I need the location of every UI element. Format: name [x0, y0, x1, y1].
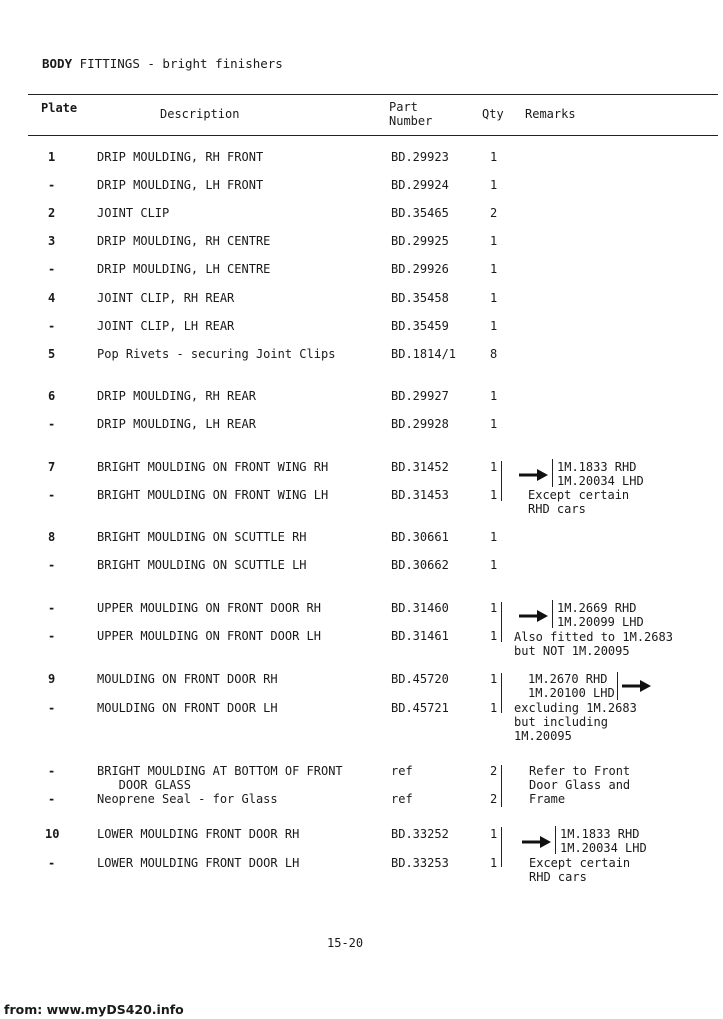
part-number: BD.45721	[391, 701, 449, 715]
quantity: 1	[490, 234, 498, 248]
remark-line: 1M.2669 RHD	[557, 601, 637, 615]
part-description: BRIGHT MOULDING ON FRONT WING LH	[97, 488, 329, 502]
plate-number: -	[48, 764, 56, 778]
header-remarks: Remarks	[525, 107, 576, 121]
remark-line: 1M.2670 RHD	[528, 672, 608, 686]
header-qty: Qty	[482, 107, 504, 121]
plate-number: -	[48, 629, 56, 643]
page-title	[42, 57, 283, 71]
quantity: 1	[490, 629, 498, 643]
right-arrow-icon	[622, 680, 652, 692]
quantity: 1	[490, 178, 498, 192]
quantity: 1	[490, 389, 498, 403]
header-part-line2: Number	[389, 114, 433, 128]
plate-number: -	[48, 178, 56, 192]
quantity: 1	[490, 856, 498, 870]
part-description-cont: DOOR GLASS	[97, 778, 191, 792]
source-footer: from: www.myDS420.info	[4, 1002, 184, 1017]
bracket-bar	[501, 602, 502, 642]
bracket-bar	[501, 673, 502, 713]
plate-number: -	[48, 488, 56, 502]
part-number: BD.29923	[391, 150, 449, 164]
part-description: DRIP MOULDING, RH REAR	[97, 389, 256, 403]
plate-number: 6	[48, 389, 56, 403]
plate-number: -	[48, 701, 56, 715]
plate-number: -	[48, 601, 56, 615]
part-number: BD.29924	[391, 178, 449, 192]
page-number: 15-20	[327, 936, 364, 950]
part-description: JOINT CLIP	[97, 206, 170, 220]
quantity: 1	[490, 291, 498, 305]
part-description: MOULDING ON FRONT DOOR RH	[97, 672, 278, 686]
bracket-bar	[555, 826, 556, 854]
remark-line: Refer to Front	[529, 764, 631, 778]
plate-number: -	[48, 319, 56, 333]
title-prefix: BODY	[42, 56, 73, 71]
header-top-rule	[28, 94, 718, 95]
remark-line: Except certain	[528, 488, 630, 502]
part-description: BRIGHT MOULDING AT BOTTOM OF FRONT	[97, 764, 343, 778]
part-number: BD.29928	[391, 417, 449, 431]
remark-line: Also fitted to 1M.2683	[514, 630, 673, 644]
part-number: ref	[391, 792, 413, 806]
remark-line: 1M.20099 LHD	[557, 615, 644, 629]
quantity: 1	[490, 530, 498, 544]
part-description: BRIGHT MOULDING ON SCUTTLE RH	[97, 530, 307, 544]
bracket-bar	[552, 600, 553, 628]
part-description: JOINT CLIP, RH REAR	[97, 291, 235, 305]
part-number: BD.35458	[391, 291, 449, 305]
quantity: 2	[490, 792, 498, 806]
part-number: BD.35459	[391, 319, 449, 333]
remark-line: 1M.20095	[514, 729, 572, 743]
part-number: BD.29926	[391, 262, 449, 276]
quantity: 1	[490, 319, 498, 333]
plate-number: 9	[48, 672, 56, 686]
quantity: 1	[490, 150, 498, 164]
title-rest: FITTINGS - bright finishers	[72, 56, 283, 71]
part-description: BRIGHT MOULDING ON SCUTTLE LH	[97, 558, 307, 572]
part-description: LOWER MOULDING FRONT DOOR RH	[97, 827, 300, 841]
right-arrow-icon	[519, 469, 549, 481]
part-description: DRIP MOULDING, RH CENTRE	[97, 234, 271, 248]
plate-number: -	[48, 792, 56, 806]
header-description: Description	[160, 107, 240, 121]
remark-line: 1M.20034 LHD	[560, 841, 647, 855]
remark-line: RHD cars	[529, 870, 587, 884]
bracket-bar	[617, 672, 618, 700]
part-description: MOULDING ON FRONT DOOR LH	[97, 701, 278, 715]
remark-line: 1M.1833 RHD	[560, 827, 640, 841]
plate-number: -	[48, 262, 56, 276]
plate-number: 7	[48, 460, 56, 474]
part-number: BD.33252	[391, 827, 449, 841]
part-description: DRIP MOULDING, LH CENTRE	[97, 262, 271, 276]
part-number: BD.33253	[391, 856, 449, 870]
part-description: DRIP MOULDING, RH FRONT	[97, 150, 264, 164]
part-number: BD.31461	[391, 629, 449, 643]
remark-line: but NOT 1M.20095	[514, 644, 630, 658]
part-description: Neoprene Seal - for Glass	[97, 792, 278, 806]
remark-line: RHD cars	[528, 502, 586, 516]
part-number: BD.31460	[391, 601, 449, 615]
quantity: 1	[490, 701, 498, 715]
bracket-bar	[552, 459, 553, 487]
right-arrow-icon	[522, 836, 552, 848]
plate-number: -	[48, 417, 56, 431]
part-description: UPPER MOULDING ON FRONT DOOR LH	[97, 629, 321, 643]
plate-number: -	[48, 558, 56, 572]
remark-line: Door Glass and	[529, 778, 631, 792]
remark-line: but including	[514, 715, 608, 729]
quantity: 2	[490, 206, 498, 220]
remark-line: 1M.1833 RHD	[557, 460, 637, 474]
plate-number: 3	[48, 234, 56, 248]
part-number: BD.30662	[391, 558, 449, 572]
remark-line: Except certain	[529, 856, 631, 870]
part-number: BD.1814/1	[391, 347, 457, 361]
part-description: LOWER MOULDING FRONT DOOR LH	[97, 856, 300, 870]
quantity: 1	[490, 460, 498, 474]
part-description: DRIP MOULDING, LH REAR	[97, 417, 256, 431]
part-number: ref	[391, 764, 413, 778]
right-arrow-icon	[519, 610, 549, 622]
part-description: UPPER MOULDING ON FRONT DOOR RH	[97, 601, 321, 615]
header-bottom-rule	[28, 135, 718, 136]
remark-line: Frame	[529, 792, 566, 806]
plate-number: 4	[48, 291, 56, 305]
header-part-line1: Part	[389, 100, 418, 114]
quantity: 1	[490, 262, 498, 276]
part-description: Pop Rivets - securing Joint Clips	[97, 347, 336, 361]
quantity: 1	[490, 601, 498, 615]
remark-line: 1M.20034 LHD	[557, 474, 644, 488]
bracket-bar	[501, 765, 502, 807]
quantity: 1	[490, 827, 498, 841]
remark-line: excluding 1M.2683	[514, 701, 637, 715]
quantity: 1	[490, 417, 498, 431]
quantity: 8	[490, 347, 498, 361]
remark-line: 1M.20100 LHD	[528, 686, 615, 700]
bracket-bar	[501, 827, 502, 867]
part-number: BD.31453	[391, 488, 449, 502]
quantity: 2	[490, 764, 498, 778]
part-number: BD.31452	[391, 460, 449, 474]
plate-number: 5	[48, 347, 56, 361]
header-plate: Plate	[41, 101, 78, 115]
part-number: BD.29925	[391, 234, 449, 248]
quantity: 1	[490, 672, 498, 686]
plate-number: 1	[48, 150, 56, 164]
plate-number: -	[48, 856, 56, 870]
quantity: 1	[490, 488, 498, 502]
part-description: JOINT CLIP, LH REAR	[97, 319, 235, 333]
part-description: BRIGHT MOULDING ON FRONT WING RH	[97, 460, 329, 474]
plate-number: 8	[48, 530, 56, 544]
part-number: BD.30661	[391, 530, 449, 544]
quantity: 1	[490, 558, 498, 572]
plate-number: 10	[45, 827, 60, 841]
part-description: DRIP MOULDING, LH FRONT	[97, 178, 264, 192]
part-number: BD.45720	[391, 672, 449, 686]
plate-number: 2	[48, 206, 56, 220]
part-number: BD.35465	[391, 206, 449, 220]
part-number: BD.29927	[391, 389, 449, 403]
bracket-bar	[501, 461, 502, 501]
